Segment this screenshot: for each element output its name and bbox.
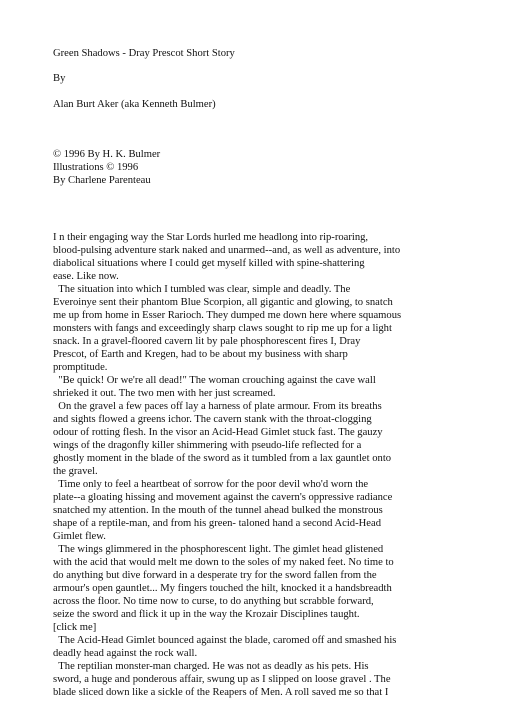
byline-label: By (53, 73, 66, 84)
story-body (53, 231, 473, 699)
story-line: diabolical situations where I could get myself killed with spine-shattering (53, 258, 365, 269)
illustrations-line: Illustrations © 1996 (53, 162, 139, 173)
story-line: Gimlet flew. (53, 531, 106, 542)
story-line: with the acid that would melt me down to the soles of my naked feet. No time to (53, 557, 394, 568)
story-line: promptitude. (53, 362, 108, 373)
click-me-link[interactable]: [click me] (53, 622, 97, 633)
story-line: Everoinye sent their phantom Blue Scorpion, all gigantic and glowing, to snatch (53, 297, 393, 308)
story-line: wings of the dragonfly killer shimmering with pseudo-life reflected for a (53, 440, 362, 451)
story-line: The situation into which I tumbled was clear, simple and deadly. The (53, 284, 351, 295)
story-line: and sights flowed a greens ichor. The cavern stank with the throat-clogging (53, 414, 372, 425)
story-line: the gravel. (53, 466, 98, 477)
story-line: sword, a huge and ponderous affair, swung up as I slipped on loose gravel . The (53, 674, 391, 685)
story-line: Time only to feel a heartbeat of sorrow for the poor devil who'd worn the (53, 479, 369, 490)
author-name: Alan Burt Aker (aka Kenneth Bulmer) (53, 99, 216, 110)
story-line: shape of a reptile-man, and from his green- taloned hand a second Acid-Head (53, 518, 381, 529)
story-line: "Be quick! Or we're all dead!" The woman crouching against the cave wall (53, 375, 376, 386)
document-title: Green Shadows - Dray Prescot Short Story (53, 48, 235, 59)
story-line: monsters with fangs and exceedingly sharp claws sought to rip me up for a light (53, 323, 392, 334)
copyright-line: © 1996 By H. K. Bulmer (53, 149, 161, 160)
story-line: blood-pulsing adventure stark naked and unarmed--and, as well as adventure, into (53, 245, 401, 256)
story-line: snack. In a gravel-floored cavern lit by pale phosphorescent fires I, Dray (53, 336, 361, 347)
story-line: armour's open gauntlet... My fingers touched the hilt, knocked it a handsbreadth (53, 583, 392, 594)
story-line: Prescot, of Earth and Kregen, had to be about my business with sharp (53, 349, 348, 360)
story-line: I n their engaging way the Star Lords hurled me headlong into rip-roaring, (53, 232, 369, 243)
story-line: odour of rotting flesh. In the visor an Acid-Head Gimlet stuck fast. The gauzy (53, 427, 383, 438)
story-line: ease. Like now. (53, 271, 119, 282)
story-line: The reptilian monster-man charged. He was not as deadly as his pets. His (53, 661, 369, 672)
story-line: do anything but dive forward in a desperate try for the sword fallen from the (53, 570, 377, 581)
story-line: blade sliced down like a sickle of the Reapers of Men. A roll saved me so that I (53, 687, 389, 698)
illustrator-line: By Charlene Parenteau (53, 175, 151, 186)
story-line: seize the sword and flick it up in the way the Krozair Disciplines taught. (53, 609, 360, 620)
story-line: plate--a gloating hissing and movement against the cavern's oppressive radiance (53, 492, 393, 503)
story-line: The wings glimmered in the phosphorescent light. The gimlet head glistened (53, 544, 384, 555)
story-line: snatched my attention. In the mouth of the tunnel ahead bulked the monstrous (53, 505, 383, 516)
story-line: shrieked it out. The two men with her just screamed. (53, 388, 276, 399)
story-line: ghostly moment in the blade of the sword as it tumbled from a lax gauntlet onto (53, 453, 392, 464)
story-line: me up from home in Esser Rarioch. They dumped me down here where squamous (53, 310, 402, 321)
story-line: The Acid-Head Gimlet bounced against the blade, caromed off and smashed his (53, 635, 397, 646)
story-line: across the floor. No time now to curse, to do anything but scrabble forward, (53, 596, 374, 607)
story-line: deadly head against the rock wall. (53, 648, 198, 659)
story-line: On the gravel a few paces off lay a harness of plate armour. From its breaths (53, 401, 382, 412)
